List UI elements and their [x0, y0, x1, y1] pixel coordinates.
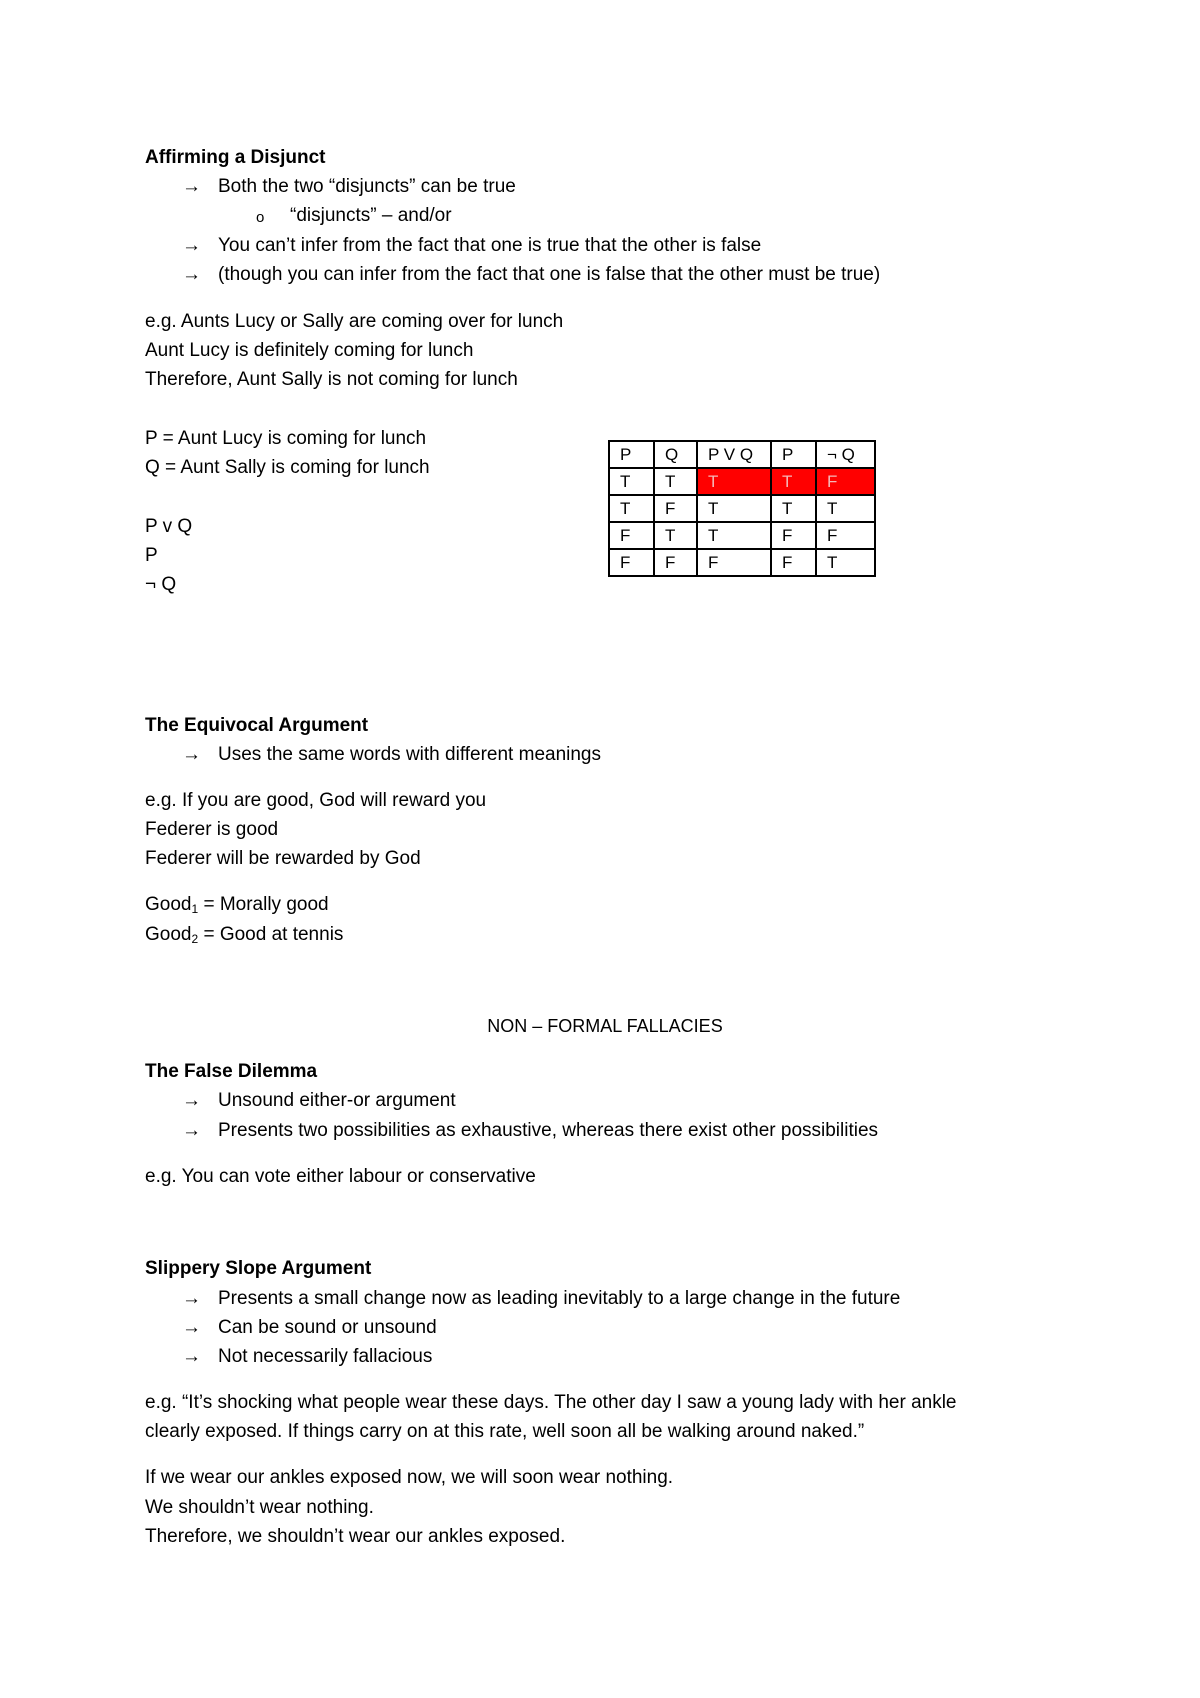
good2-subscript: 2	[191, 932, 199, 946]
truth-table-cell: F	[771, 549, 816, 576]
definition-line: P = Aunt Lucy is coming for lunch	[145, 428, 427, 449]
truth-table-cell: F	[654, 495, 697, 522]
good2-definition	[145, 924, 343, 950]
bullet-text: Presents a small change now as leading inevitably to a large change in the future	[218, 1288, 901, 1309]
truth-table-row	[609, 468, 875, 495]
good1-subscript: 1	[191, 902, 199, 916]
truth-table-cell: T	[609, 495, 654, 522]
formal-line: P v Q	[145, 516, 193, 537]
formal-line: ¬ Q	[145, 574, 177, 595]
quote-line: clearly exposed. If things carry on at this rate, well soon all be walking around naked.”	[145, 1421, 865, 1442]
conclusion-line: We shouldn’t wear nothing.	[145, 1497, 374, 1518]
example-line: e.g. Aunts Lucy or Sally are coming over for lunch	[145, 311, 564, 332]
quote-line: e.g. “It’s shocking what people wear these days. The other day I saw a young lady with her ankle	[145, 1392, 957, 1413]
truth-table-cell: T	[771, 495, 816, 522]
arrow-icon: →	[182, 176, 201, 197]
truth-table-cell: T	[654, 468, 697, 495]
truth-table-cell: F	[816, 522, 875, 549]
example-line: Federer will be rewarded by God	[145, 848, 421, 869]
example-line: Aunt Lucy is definitely coming for lunch	[145, 340, 474, 361]
truth-table	[608, 440, 876, 577]
example-line: e.g. If you are good, God will reward you	[145, 790, 487, 811]
truth-table-cell-highlighted: T	[697, 468, 771, 495]
section-heading-slippery-slope: Slippery Slope Argument	[145, 1258, 372, 1279]
arrow-icon: →	[182, 744, 201, 765]
arrow-icon: →	[182, 235, 201, 256]
section-heading-false-dilemma: The False Dilemma	[145, 1061, 318, 1082]
good1-word: Good	[145, 894, 192, 915]
truth-table-cell: F	[609, 549, 654, 576]
bullet-text: Presents two possibilities as exhaustive, whereas there exist other possibilities	[218, 1120, 879, 1141]
truth-table-header-row	[609, 441, 875, 468]
truth-table-header-cell: P V Q	[697, 441, 771, 468]
truth-table-cell: T	[654, 522, 697, 549]
centered-section-title: NON – FORMAL FALLACIES	[487, 1016, 723, 1036]
example-line: Therefore, Aunt Sally is not coming for lunch	[145, 369, 518, 390]
example-line: Federer is good	[145, 819, 279, 840]
truth-table-cell: F	[697, 549, 771, 576]
truth-table-row	[609, 522, 875, 549]
truth-table-row	[609, 549, 875, 576]
truth-table-header-cell: P	[609, 441, 654, 468]
truth-table-cell-highlighted: F	[816, 468, 875, 495]
truth-table-cell-highlighted: T	[771, 468, 816, 495]
good2-meaning: = Good at tennis	[198, 924, 344, 945]
truth-table-header-cell: ¬ Q	[816, 441, 875, 468]
bullet-text: Not necessarily fallacious	[218, 1346, 433, 1367]
bullet-text: You can’t infer from the fact that one is true that the other is false	[218, 235, 762, 256]
arrow-icon: →	[182, 1120, 201, 1141]
arrow-icon: →	[182, 1317, 201, 1338]
arrow-icon: →	[182, 264, 201, 285]
truth-table-cell: F	[654, 549, 697, 576]
definition-line: Q = Aunt Sally is coming for lunch	[145, 457, 430, 478]
truth-table-cell: T	[609, 468, 654, 495]
section-heading-equivocal-argument: The Equivocal Argument	[145, 715, 369, 736]
truth-table-cell: T	[816, 549, 875, 576]
formal-line: P	[145, 545, 158, 566]
bullet-text: Unsound either-or argument	[218, 1090, 456, 1111]
sub-bullet-text: “disjuncts” – and/or	[290, 205, 452, 226]
good2-word: Good	[145, 924, 192, 945]
truth-table-header-cell: P	[771, 441, 816, 468]
conclusion-line: If we wear our ankles exposed now, we will soon wear nothing.	[145, 1467, 674, 1488]
truth-table-cell: F	[771, 522, 816, 549]
truth-table-header-cell: Q	[654, 441, 697, 468]
example-line: e.g. You can vote either labour or conservative	[145, 1166, 536, 1187]
bullet-text: Can be sound or unsound	[218, 1317, 437, 1338]
conclusion-line: Therefore, we shouldn’t wear our ankles exposed.	[145, 1526, 566, 1547]
truth-table-cell: T	[697, 495, 771, 522]
arrow-icon: →	[182, 1288, 201, 1309]
sub-bullet-icon: o	[256, 209, 265, 226]
truth-table-cell: T	[816, 495, 875, 522]
truth-table-cell: F	[609, 522, 654, 549]
good1-definition	[145, 894, 329, 920]
good1-meaning: = Morally good	[198, 894, 329, 915]
arrow-icon: →	[182, 1346, 201, 1367]
section-heading-affirming-disjunct: Affirming a Disjunct	[145, 147, 326, 168]
bullet-text: Uses the same words with different meanings	[218, 744, 601, 765]
truth-table-row	[609, 495, 875, 522]
arrow-icon: →	[182, 1090, 201, 1111]
bullet-text: Both the two “disjuncts” can be true	[218, 176, 516, 197]
truth-table-cell: T	[697, 522, 771, 549]
bullet-text: (though you can infer from the fact that one is false that the other must be true)	[218, 264, 881, 285]
